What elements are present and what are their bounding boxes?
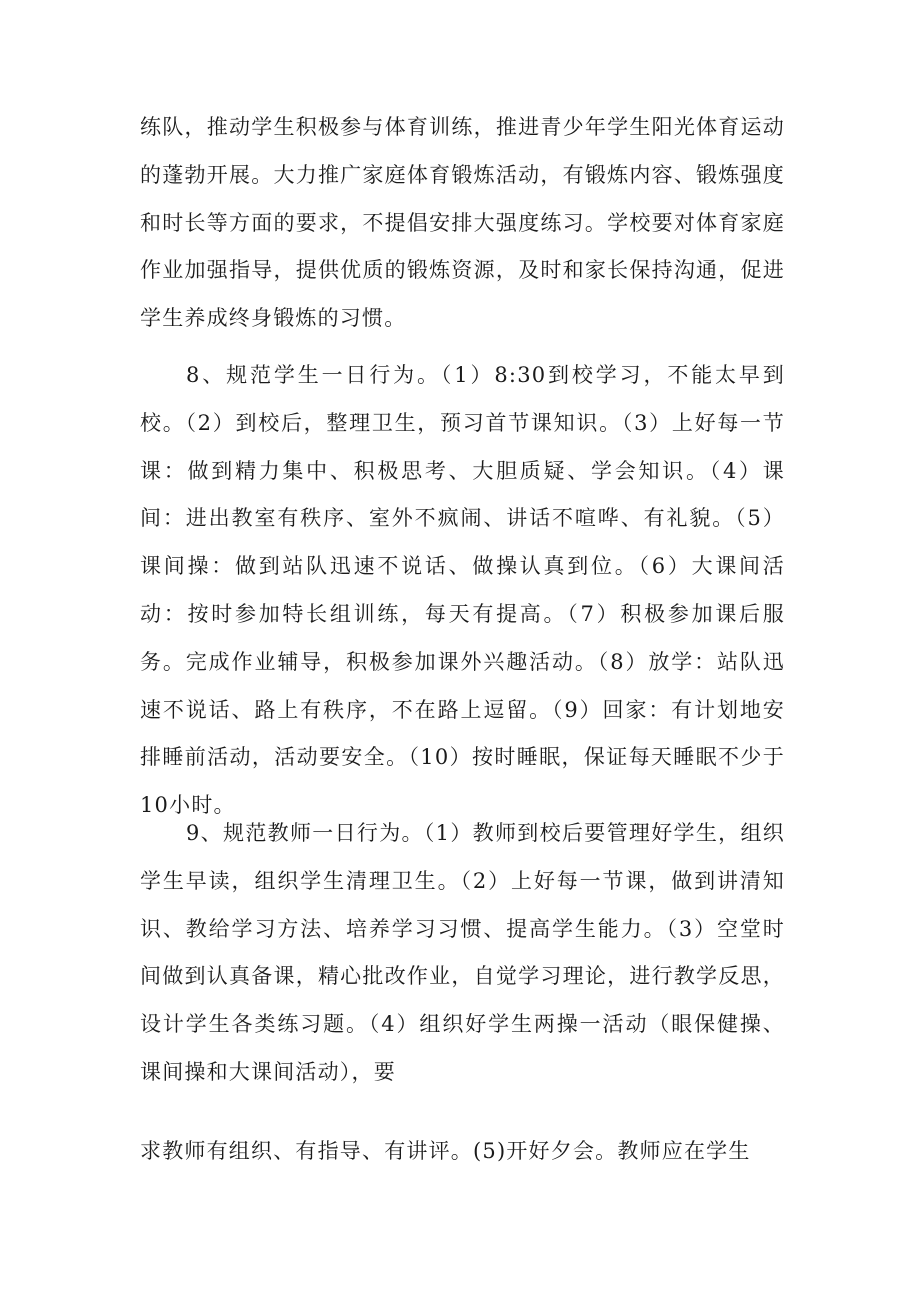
- paragraph-text: 练队，推动学生积极参与体育训练，推进青少年学生阳光体育运动的蓬勃开展。大力推广家庭体育锻炼活动，有锻炼内容、锻炼强度和时长等方面的要求，不提倡安排大强度练习。学校要对体育家庭作业加强指导，提供优质的锻炼资源，及时和家长保持沟通，促进学生养成终身锻炼的习惯。: [140, 115, 785, 331]
- paragraph-teacher-behavior-continued: [140, 1128, 785, 1176]
- paragraph-student-behavior: [140, 352, 785, 830]
- paragraph-text: 8、规范学生一日行为。（1）8:30到校学习，不能太早到校。（2）到校后，整理卫生，预习首节课知识。（3）上好每一节课：做到精力集中、积极思考、大胆质疑、学会知识。（4）课间：进出教室有秩序、室外不疯闹、讲话不喧哗、有礼貌。（5）课间操：做到站队迅速不说话、做操认真到位。（6）大课间活动：按时参加特长组训练，每天有提高。（7）积极参加课后服务。完成作业辅导，积极参加课外兴趣活动。（8）放学：站队迅速不说话、路上有秩序，不在路上逗留。（9）回家：有计划地安排睡前活动，活动要安全。（10）按时睡眠，保证每天睡眠不少于10小时。: [140, 363, 785, 818]
- paragraph-continuation: [140, 104, 785, 343]
- paragraph-text: 9、规范教师一日行为。（1）教师到校后要管理好学生，组织学生早读，组织学生清理卫生。（2）上好每一节课，做到讲清知识、教给学习方法、培养学习习惯、提高学生能力。（3）空堂时间做到认真备课，精心批改作业，自觉学习理论，进行教学反思，设计学生各类练习题。（4）组织好学生两操一活动（眼保健操、课间操和大课间活动），要: [140, 821, 785, 1084]
- paragraph-text: 求教师有组织、有指导、有讲评。(5)开好夕会。教师应在学生: [140, 1139, 751, 1163]
- paragraph-teacher-behavior: [140, 810, 785, 1097]
